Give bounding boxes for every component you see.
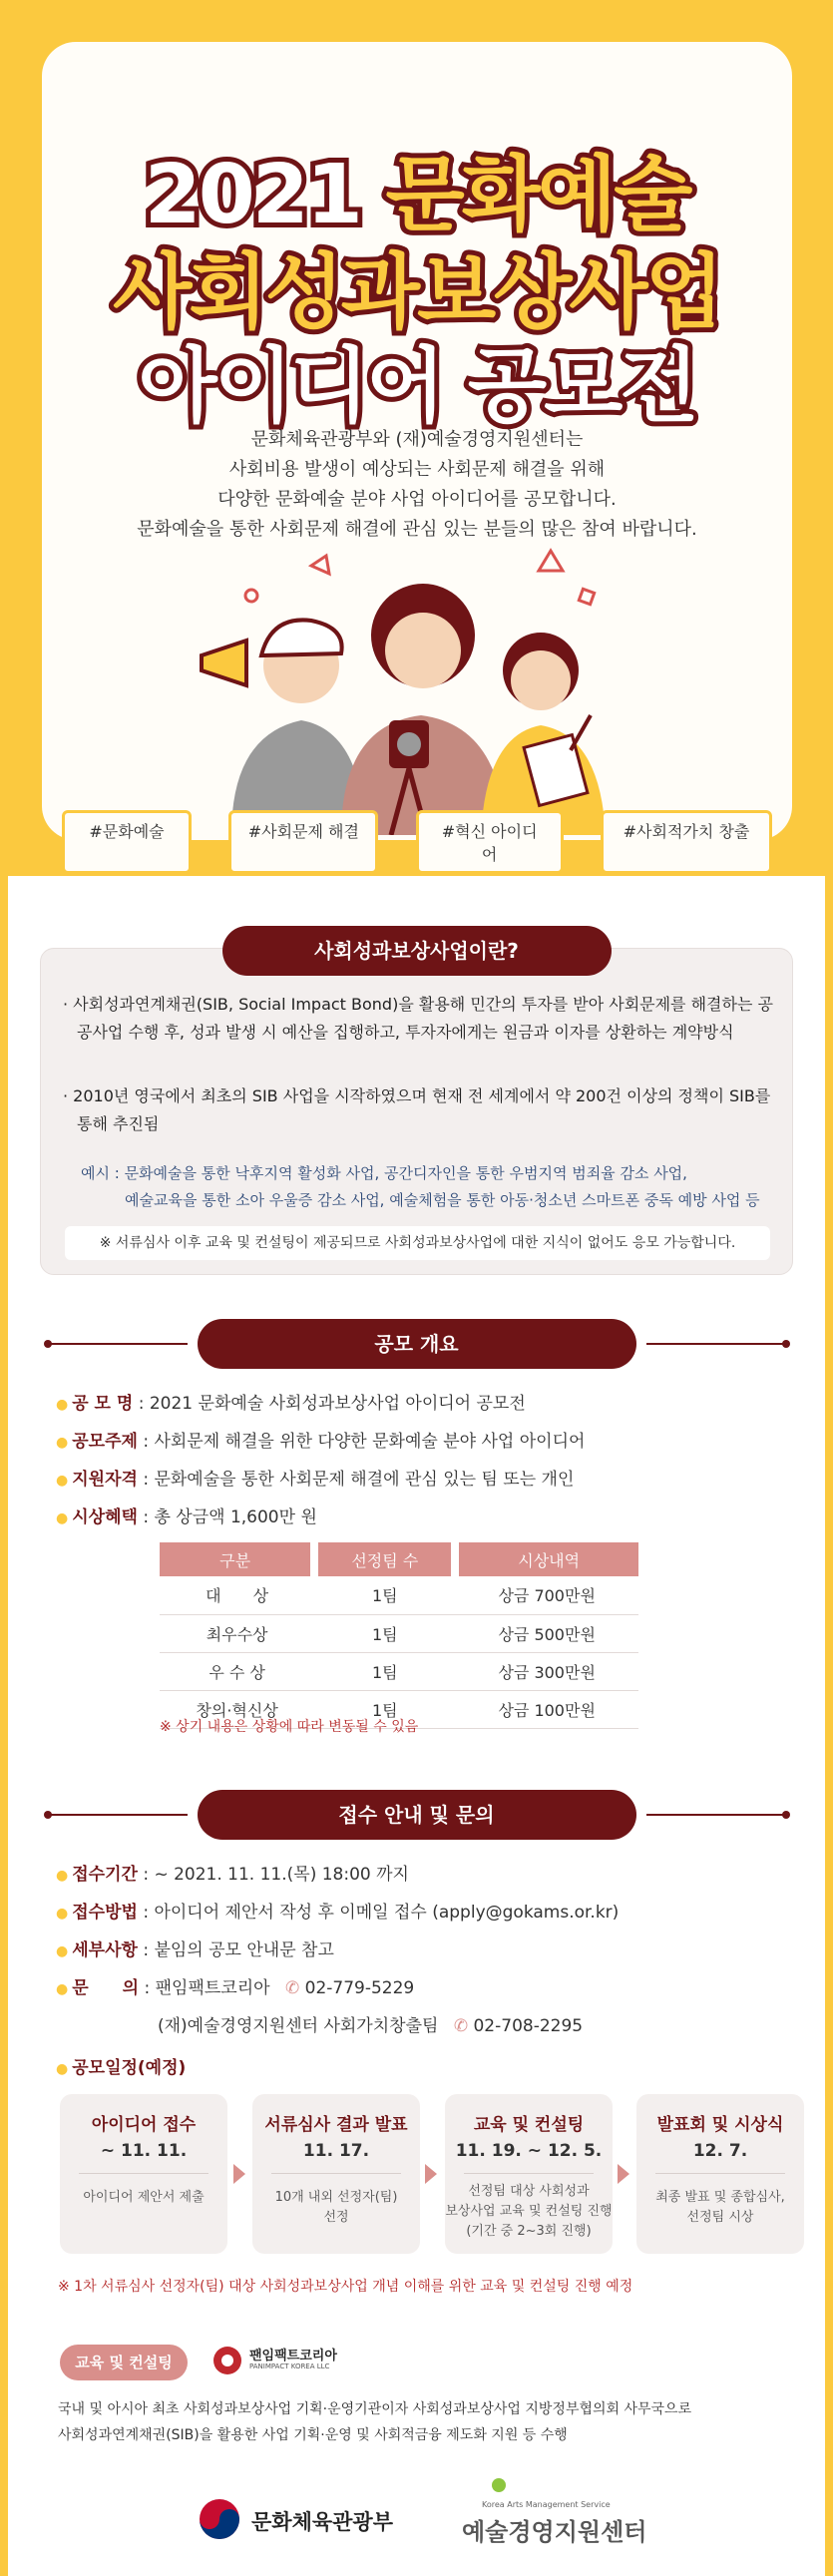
square-decoration [579,589,594,604]
divider-left [48,1814,188,1816]
apply-heading: 접수 안내 및 문의 [198,1790,636,1840]
phone-icon: ✆ [453,2016,469,2036]
bullet-dot-icon: ● [56,1473,69,1489]
hero-card [42,42,792,840]
details-card [8,876,825,2576]
sib-examples: 예시 : 문화예술을 통한 낙후지역 활성화 사업, 공간디자인을 통한 우범지역 범죄율 감소 사업, 예술교육을 통한 소아 우울증 감소 사업, 예술체험을 통한 아동·청소년 스마트폰 중독 예방 사업 등 [81,1164,760,1209]
schedule-card-review: 서류심사 결과 발표 11. 17. 10개 내외 선정자(팀) 선정 [252,2094,420,2254]
prize-table [160,1542,638,1729]
gokams-mark-icon [492,2478,506,2492]
circle-decoration [245,590,257,602]
overview-item-topic: ● 공모주제 : 사회문제 해결을 위한 다양한 문화예술 분야 사업 아이디어 [56,1432,586,1452]
panimpact-logo-subtext: PANIMPACT KOREA LLC [249,2362,330,2370]
panimpact-mark-inner [221,2355,233,2366]
card-desc: 10개 내외 선정자(팀) 선정 [274,2190,398,2225]
cap-icon [261,620,342,655]
card-divider [271,2173,401,2174]
table-row: 대 상 1팀 상금 700만원 [160,1576,638,1614]
bullet-dot-icon: ● [56,1510,69,1526]
bullet-dot-icon: ● [56,1981,69,1997]
apply-item-details: ● 세부사항 : 붙임의 공모 안내문 참고 [56,1940,334,1960]
megaphone-icon [202,641,246,685]
overview-heading: 공모 개요 [198,1319,636,1369]
pencil-icon [571,715,591,750]
card-divider [79,2173,208,2174]
table-row: 창의·혁신상 1팀 상금 100만원 [160,1690,638,1728]
overview-item-prize: ● 시상혜택 : 총 상금액 1,600만 원 [56,1507,317,1527]
overview-item-eligibility: ● 지원자격 : 문화예술을 통한 사회문제 해결에 관심 있는 팀 또는 개인 [56,1470,575,1490]
arrow-icon [233,2164,245,2184]
arrow-icon [425,2164,437,2184]
taegeuk-icon [198,2497,241,2541]
table-row: 우 수 상 1팀 상금 300만원 [160,1652,638,1690]
prize-note: ※ 상기 내용은 상황에 따라 변동될 수 있음 [160,1719,419,1735]
hashtag-1: #문화예술 [62,810,192,874]
hashtag-3: #혁신 아이디어 [416,810,564,874]
divider-right [646,1814,786,1816]
overview-item-name: ● 공 모 명 : 2021 문화예술 사회성과보상사업 아이디어 공모전 [56,1394,526,1414]
table-row: 최우수상 1팀 상금 500만원 [160,1614,638,1652]
schedule-card-award: 발표회 및 시상식 12. 7. 최종 발표 및 종합심사, 선정팀 시상 [636,2094,804,2254]
schedule-label: ● 공모일정(예정) [56,2058,187,2078]
divider-left [48,1343,188,1345]
triangle-decoration [539,551,563,571]
gokams-logo: Korea Arts Management Service 예술경영지원센터 [462,2472,661,2547]
apply-item-period: ● 접수기간 : ~ 2021. 11. 11.(목) 18:00 까지 [56,1865,409,1885]
bullet-dot-icon: ● [56,1435,69,1451]
sib-bullet-1: · 사회성과연계채권(SIB, Social Impact Bond)을 활용해 민간의 투자를 받아 사회문제를 해결하는 공공사업 수행 후, 성과 발생 시 예산을 집행하고, 투자자에게는 원금과 이자를 상환하는 계약방식 [63,995,773,1042]
title-line-2: 사회성과보상사업 [113,245,721,340]
middle-person-face [385,613,461,688]
card-divider [464,2173,594,2174]
arrow-icon [618,2164,629,2184]
bullet-dot-icon: ● [56,2061,69,2077]
title-line-3: 아이디어 공모전 [138,339,696,434]
hashtag-2: #사회문제 해결 [228,810,378,874]
card-desc: 최종 발표 및 종합심사, 선정팀 시상 [655,2190,785,2225]
people-illustration [192,536,650,835]
card-desc: 아이디어 제안서 제출 [83,2190,205,2205]
schedule-card-education: 교육 및 컨설팅 11. 19. ~ 12. 5. 선정팀 대상 사회성과 보상사업 교육 및 컨설팅 진행 (기간 중 2~3회 진행) [445,2094,613,2254]
education-description: 국내 및 아시아 최초 사회성과보상사업 기획·운영기관이자 사회성과보상사업 지방정부협의회 사무국으로 사회성과연계채권(SIB)을 활용한 사업 기획·운영 및 사회적금융 제도화 지원 등 수행 [58,2401,692,2443]
sib-bullet-2: · 2010년 영국에서 최초의 SIB 사업을 시작하였으며 현재 전 세계에서 약 200건 이상의 정책이 SIB를 통해 추진됨 [63,1086,771,1133]
intro-text: 문화체육관광부와 (재)예술경영지원센터는 사회비용 발생이 예상되는 사회문제 해결을 위해 다양한 문화예술 분야 사업 아이디어를 공모합니다. 문화예술을 통한 사회문제 해결에 관심 있는 분들의 많은 참여 바랍니다. [137,429,697,540]
camera-lens-icon [397,732,421,756]
card-desc: 선정팀 대상 사회성과 보상사업 교육 및 컨설팅 진행 (기간 중 2~3회 진행) [445,2184,613,2239]
divider-right [646,1343,786,1345]
schedule-card-submission: 아이디어 접수 ~ 11. 11. 아이디어 제안서 제출 [60,2094,227,2254]
hashtag-row [62,810,772,874]
apply-item-method: ● 접수방법 : 아이디어 제안서 작성 후 이메일 접수 (apply@gokams.or.kr) [56,1903,620,1923]
triangle-decoration [311,556,329,574]
panimpact-logo-text: 팬임팩트코리아 [249,2349,337,2363]
schedule-note: ※ 1차 서류심사 선정자(팀) 대상 사회성과보상사업 개념 이해를 위한 교육 및 컨설팅 진행 예정 [58,2279,633,2295]
education-badge: 교육 및 컨설팅 [60,2345,188,2380]
sib-note: ※ 서류심사 이후 교육 및 컨설팅이 제공되므로 사회성과보상사업에 대한 지식이 없어도 응모 가능합니다. [65,1226,770,1260]
title-line-1: 2021 문화예술 [144,148,690,242]
apply-item-contact: ● 문 의 : 팬임팩트코리아 ✆ 02-779-5229 [56,1978,415,1998]
sib-heading: 사회성과보상사업이란? [222,926,612,976]
card-divider [655,2173,785,2174]
right-person-face [511,650,571,710]
bullet-dot-icon: ● [56,1397,69,1413]
sib-info-box [40,948,793,1275]
prize-table-header: 구분 선정팀 수 시상내역 [160,1542,638,1576]
apply-contact-2: (재)예술경영지원센터 사회가치창출팀 ✆ 02-708-2295 [158,2016,584,2036]
phone-icon: ✆ [284,1978,300,1998]
bullet-dot-icon: ● [56,1943,69,1959]
bullet-dot-icon: ● [56,1906,69,1922]
bullet-dot-icon: ● [56,1868,69,1884]
mcst-logo: 문화체육관광부 [198,2494,407,2544]
hashtag-4: #사회적가치 창출 [601,810,772,874]
